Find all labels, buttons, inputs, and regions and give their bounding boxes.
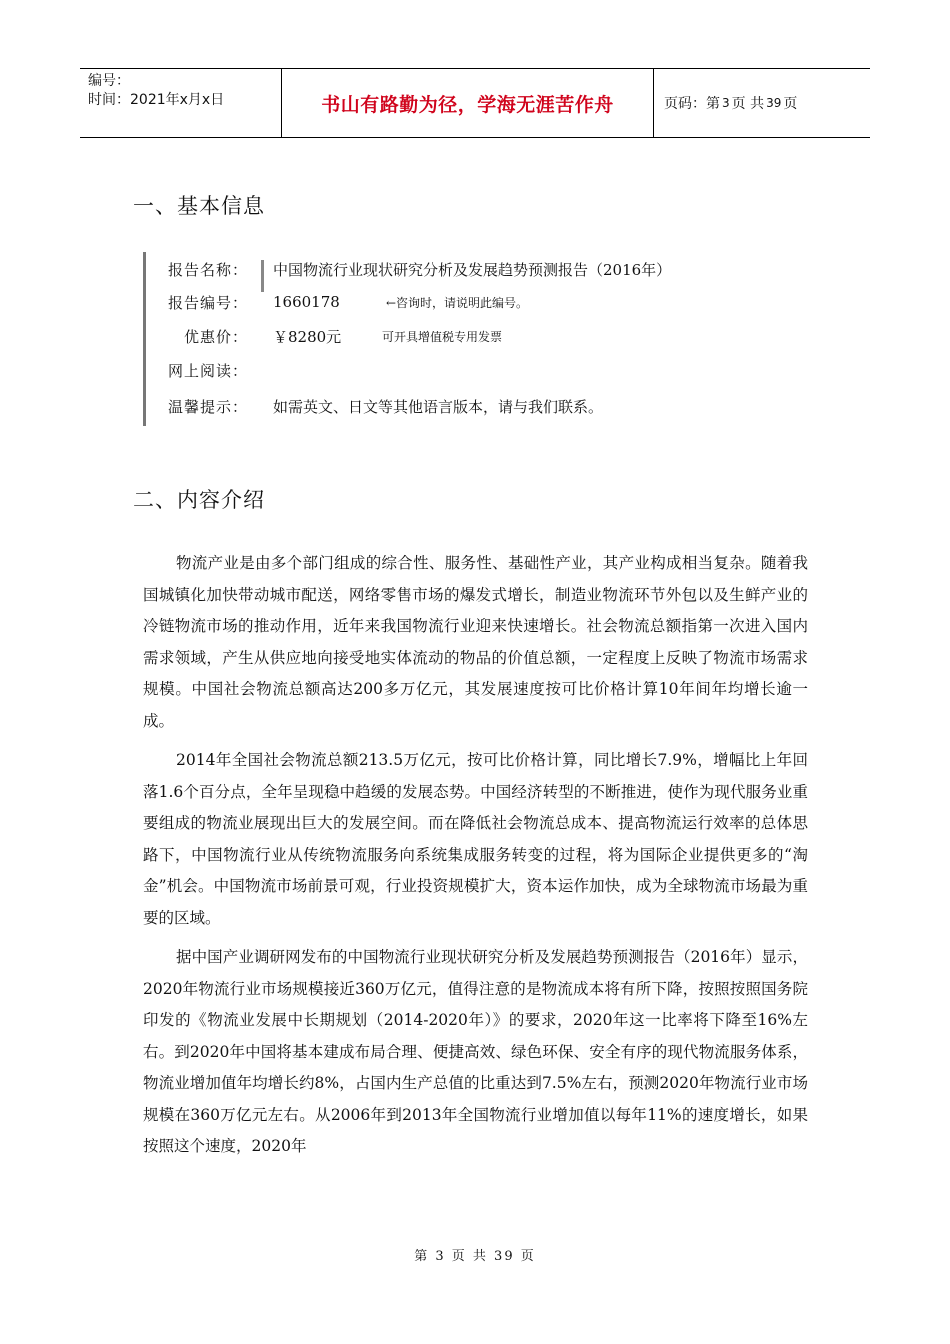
price: ￥8280元 xyxy=(273,327,342,346)
report-no: 1660178 xyxy=(273,293,340,311)
price-label: 优惠价： xyxy=(184,327,249,346)
page-footer: 第 3 页 共 39 页 xyxy=(414,1249,536,1264)
body-paragraph-1: 物流产业是由多个部门组成的综合性、服务性、基础性产业，其产业构成相当复杂。随着我国城镇化加快带动城市配送，网络零售市场的爆发式增长，制造业物流环节外包以及生鲜产业的冷链物流市场的推动作用，近年来我国物流行业迎来快速增长。社会物流总额指第一次进入国内需求领域，产生从供应地向接受地实体流动的物品的价值总额，一定程度上反映了物流市场需求规模。中国社会物流总额高达200多万亿元，其发展速度按可比价格计算10年间年均增长逾一成。 xyxy=(143,554,808,730)
report-no-note: ←咨询时，请说明此编号。 xyxy=(386,295,529,310)
tip-label: 温馨提示： xyxy=(168,397,249,416)
price-note: 可开具增值税专用发票 xyxy=(382,329,503,344)
report-name-divider xyxy=(261,260,264,292)
section-title-basic-info: 一、基本信息 xyxy=(133,194,265,218)
motto: 书山有路勤为径，学海无涯苦作舟 xyxy=(282,69,654,137)
page-prefix: 页码：第 xyxy=(664,96,720,112)
header-meta-cell xyxy=(80,69,282,137)
page-current: 3 xyxy=(722,96,730,110)
page-suffix: 页 xyxy=(783,96,798,112)
body-paragraph-3: 据中国产业调研网发布的中国物流行业现状研究分析及发展趋势预测报告（2016年）显示，2020年物流行业市场规模接近360万亿元，值得注意的是物流成本将有所下降，按照按照国务院印发的《物流业发展中长期规划（2014-2020年）》的要求，2020年这一比率将下降至16%左右。到2020年中国将基本建成布局合理、便捷高效、绿色环保、安全有序的现代物流服务体系，物流业增加值年均增长约8%，占国内生产总值的比重达到7.5%左右，预测2020年物流行业市场规模在360万亿元左右。从2006年到2013年全国物流行业增加值以每年11%的速度增长，如果按照这个速度，2020年 xyxy=(143,948,808,1155)
info-block xyxy=(143,252,786,426)
header-table xyxy=(80,68,870,138)
body-paragraph-2: 2014年全国社会物流总额213.5万亿元，按可比价格计算，同比增长7.9%，增幅比上年回落1.6个百分点，全年呈现稳中趋缓的发展态势。中国经济转型的不断推进，使作为现代服务业重要组成的物流业展现出巨大的发展空间。而在降低社会物流总成本、提高物流运行效率的总体思路下，中国物流行业从传统物流服务向系统集成服务转变的过程，将为国际企业提供更多的“淘金”机会。中国物流市场前景可观，行业投资规模扩大，资本运作加快，成为全球物流市场最为重要的区域。 xyxy=(143,751,808,927)
report-name: 中国物流行业现状研究分析及发展趋势预测报告（2016年） xyxy=(273,260,672,279)
report-name-label: 报告名称： xyxy=(168,260,249,279)
online-label: 网上阅读： xyxy=(168,361,249,380)
date-text: 时间：2021年x月x日 xyxy=(88,92,225,108)
serial-label: 编号： xyxy=(88,73,130,89)
section-title-content-intro: 二、内容介绍 xyxy=(133,488,265,512)
tip-text: 如需英文、日文等其他语言版本，请与我们联系。 xyxy=(273,397,604,416)
report-no-label: 报告编号： xyxy=(168,293,249,312)
page-indicator xyxy=(654,69,870,137)
page-total: 39 xyxy=(766,96,782,110)
page-middle: 页 共 xyxy=(731,96,765,112)
